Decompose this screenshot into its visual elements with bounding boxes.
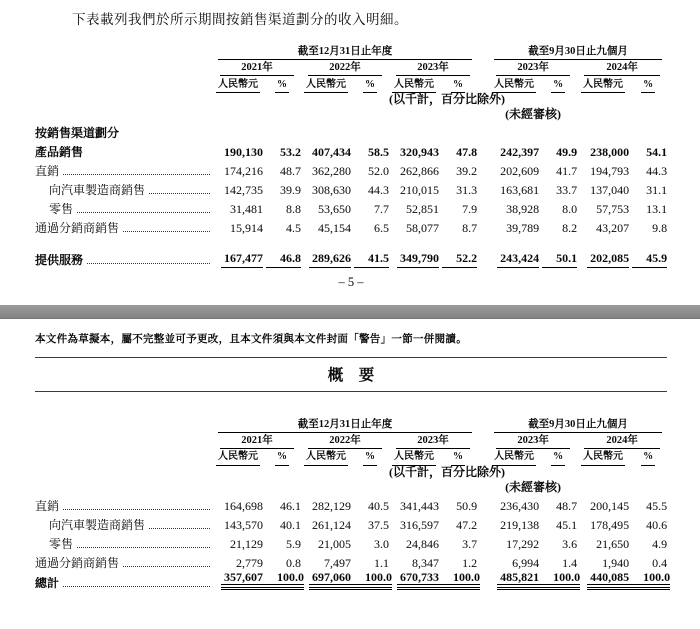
year-header bbox=[213, 60, 301, 76]
cell-value: 47.2 bbox=[456, 517, 478, 532]
cell-value: 163,681 bbox=[500, 183, 540, 197]
cell-value bbox=[577, 571, 629, 591]
currency-column-header bbox=[577, 449, 629, 466]
cell-value: 43,207 bbox=[596, 221, 630, 235]
row-label-text: 提供服務 bbox=[35, 254, 84, 267]
cell-value: 190,130 bbox=[224, 145, 263, 159]
cell-value: 39,789 bbox=[506, 221, 540, 235]
interim-period-group bbox=[489, 45, 667, 60]
percent-label: % bbox=[363, 79, 377, 94]
percent-column-header bbox=[439, 76, 477, 93]
percent-label: % bbox=[275, 451, 289, 466]
cell-value: 0.8 bbox=[286, 555, 301, 570]
value-underlined: 202,085 bbox=[587, 252, 629, 268]
value-double-rule bbox=[439, 571, 480, 591]
percent-label: % bbox=[363, 451, 377, 466]
currency-label: 人民幣元 bbox=[304, 79, 348, 94]
annual-period-group bbox=[213, 418, 477, 433]
unit-note-row bbox=[35, 93, 667, 107]
cell-value: 21,129 bbox=[230, 536, 263, 551]
year-label: 2022年 bbox=[308, 435, 382, 449]
dot-leader bbox=[87, 263, 210, 264]
currency-column-header bbox=[213, 76, 263, 93]
cell-value: 49.9 bbox=[556, 145, 578, 159]
cell-value bbox=[213, 571, 263, 591]
year-header bbox=[389, 433, 477, 449]
table-row bbox=[35, 179, 667, 198]
section-label: 按銷售渠道劃分 bbox=[35, 126, 120, 140]
currency-column-header bbox=[489, 76, 539, 93]
cell-value: 31,481 bbox=[230, 202, 263, 216]
year-header bbox=[213, 433, 301, 449]
cell-value: 7,497 bbox=[324, 555, 351, 570]
year-header bbox=[389, 60, 477, 76]
cell-value: 164,698 bbox=[224, 498, 263, 513]
cell-value: 1.1 bbox=[374, 555, 389, 570]
percent-label: % bbox=[641, 451, 655, 466]
value-double-rule bbox=[351, 571, 392, 591]
spacer-row bbox=[35, 236, 667, 249]
table-body bbox=[35, 122, 667, 268]
cell-value: 137,040 bbox=[590, 183, 630, 197]
table-row bbox=[35, 514, 667, 533]
value-underlined: 349,790 bbox=[397, 252, 439, 268]
cell-value: 54.1 bbox=[646, 145, 668, 159]
row-label-text: 直銷 bbox=[35, 165, 60, 178]
table-row bbox=[35, 571, 667, 591]
cell-value: 21,005 bbox=[318, 536, 351, 551]
cell-value bbox=[539, 569, 581, 591]
value-double-rule bbox=[263, 571, 304, 591]
table-row bbox=[35, 141, 667, 160]
cell-value bbox=[629, 249, 667, 268]
unaudited-note: (未經審核) bbox=[505, 479, 562, 494]
percent-label: % bbox=[641, 79, 655, 94]
annual-period-group bbox=[213, 45, 477, 60]
row-label bbox=[35, 146, 213, 160]
cell-value: 38,928 bbox=[506, 202, 540, 216]
cell-value bbox=[389, 249, 439, 268]
cell-value: 31.3 bbox=[456, 183, 478, 197]
section-label-row bbox=[35, 122, 667, 141]
table-row bbox=[35, 160, 667, 179]
intro-paragraph: 下表載列我們於所示期間按銷售渠道劃分的收入明細。 bbox=[72, 12, 408, 27]
row-label bbox=[35, 500, 213, 514]
currency-label: 人民幣元 bbox=[216, 79, 260, 94]
unit-note: (以千計，百分比除外) bbox=[389, 464, 505, 479]
value-underlined: 46.8 bbox=[266, 252, 301, 268]
dot-leader bbox=[63, 586, 210, 587]
cell-value: 44.3 bbox=[368, 183, 389, 197]
interim-period-group bbox=[489, 418, 667, 433]
cell-value: 8.2 bbox=[562, 221, 578, 235]
cell-value: 316,597 bbox=[400, 517, 439, 532]
row-label bbox=[35, 222, 213, 236]
cell-value: 58.5 bbox=[368, 145, 389, 159]
value-double-rule bbox=[539, 571, 580, 591]
percent-column-header bbox=[539, 449, 577, 466]
cell-value bbox=[263, 569, 304, 591]
period-group-label: 截至9月30日止九個月 bbox=[494, 46, 662, 60]
percent-column-header bbox=[629, 449, 667, 466]
revenue-by-channel-table bbox=[35, 45, 667, 268]
value-double-rule bbox=[221, 571, 263, 591]
cell-value: 202,609 bbox=[500, 164, 540, 178]
cell-value: 6.5 bbox=[374, 221, 389, 235]
cell-value bbox=[539, 249, 577, 268]
cell-value: 1.4 bbox=[562, 555, 578, 570]
value-double-rule bbox=[629, 571, 670, 591]
year-header-row bbox=[35, 433, 667, 449]
currency-column-header bbox=[213, 449, 263, 466]
value-double-rule bbox=[587, 571, 629, 591]
percent-label: % bbox=[451, 79, 465, 94]
value-underlined: 41.5 bbox=[354, 252, 389, 268]
cell-value: 41.7 bbox=[556, 164, 578, 178]
period-group-row bbox=[35, 45, 667, 60]
cell-value: 261,124 bbox=[312, 517, 351, 532]
cell-value: 3.6 bbox=[562, 536, 578, 551]
table-body bbox=[35, 495, 671, 591]
year-header bbox=[489, 433, 577, 449]
cell-value: 33.7 bbox=[556, 183, 578, 197]
value-underlined: 289,626 bbox=[309, 252, 351, 268]
cell-value: 219,138 bbox=[500, 517, 540, 532]
year-label: 2023年 bbox=[396, 62, 470, 76]
page-divider-bar bbox=[0, 305, 700, 319]
row-label bbox=[35, 538, 213, 552]
percent-column-header bbox=[629, 76, 667, 93]
value-underlined: 45.9 bbox=[632, 252, 667, 268]
cell-value: 262,866 bbox=[400, 164, 439, 178]
cell-value: 53.2 bbox=[280, 145, 301, 159]
value-underlined: 100.0 bbox=[439, 571, 480, 586]
cell-value: 44.3 bbox=[646, 164, 668, 178]
currency-column-header bbox=[489, 449, 539, 466]
table-row bbox=[35, 217, 667, 236]
cell-value: 58,077 bbox=[406, 221, 439, 235]
cell-value: 31.1 bbox=[646, 183, 668, 197]
year-header bbox=[577, 433, 667, 449]
table-header bbox=[35, 45, 667, 122]
percent-label: % bbox=[551, 451, 565, 466]
row-label bbox=[35, 184, 213, 198]
row-label-text: 零售 bbox=[49, 537, 74, 551]
cell-value: 39.2 bbox=[456, 164, 478, 178]
cell-value: 48.7 bbox=[280, 164, 301, 178]
cell-value bbox=[389, 571, 439, 591]
column-label-row bbox=[35, 449, 667, 466]
year-label: 2023年 bbox=[496, 435, 570, 449]
cell-value: 242,397 bbox=[500, 145, 540, 159]
cell-value: 236,430 bbox=[500, 498, 540, 513]
cell-value: 40.1 bbox=[280, 517, 301, 532]
percent-label: % bbox=[275, 79, 289, 94]
dot-leader bbox=[63, 509, 210, 510]
unaudited-note: (未經審核) bbox=[505, 107, 562, 121]
percent-label: % bbox=[451, 451, 465, 466]
cell-value: 39.9 bbox=[280, 183, 301, 197]
cell-value: 13.1 bbox=[646, 202, 668, 216]
row-label-text: 向汽車製造商銷售 bbox=[49, 184, 146, 197]
cell-value bbox=[577, 249, 629, 268]
value-double-rule bbox=[497, 571, 539, 591]
currency-label: 人民幣元 bbox=[392, 79, 436, 94]
dot-leader bbox=[77, 547, 210, 548]
year-label: 2021年 bbox=[220, 435, 294, 449]
cell-value: 9.8 bbox=[652, 221, 668, 235]
year-label: 2022年 bbox=[308, 62, 382, 76]
value-underlined: 100.0 bbox=[539, 571, 580, 586]
unaudited-note-row bbox=[35, 107, 667, 122]
cell-value bbox=[263, 249, 301, 268]
unit-note: (以千計，百分比除外) bbox=[389, 92, 505, 106]
table-row bbox=[35, 552, 667, 571]
cell-value: 7.7 bbox=[374, 202, 389, 216]
row-label bbox=[35, 165, 213, 179]
cell-value: 1,940 bbox=[602, 555, 630, 570]
row-label bbox=[35, 577, 213, 591]
cell-value bbox=[629, 569, 671, 591]
cell-value: 53,650 bbox=[318, 202, 351, 216]
row-label-text: 通過分銷商銷售 bbox=[35, 222, 120, 235]
cell-value: 7.9 bbox=[462, 202, 478, 216]
currency-column-header bbox=[301, 449, 351, 466]
cell-value: 200,145 bbox=[590, 498, 630, 513]
cell-value bbox=[439, 249, 477, 268]
cell-value: 4.5 bbox=[286, 221, 301, 235]
currency-label: 人民幣元 bbox=[581, 79, 625, 94]
year-header-row bbox=[35, 60, 667, 76]
row-label bbox=[35, 557, 213, 571]
row-label-text: 向汽車製造商銷售 bbox=[49, 518, 146, 532]
summary-heading-block bbox=[35, 357, 667, 392]
value-double-rule bbox=[309, 571, 351, 591]
value-underlined: 357,607 bbox=[221, 571, 263, 586]
value-underlined: 52.2 bbox=[442, 252, 477, 268]
cell-value: 45,154 bbox=[318, 221, 351, 235]
row-label bbox=[35, 203, 213, 217]
row-label-text: 產品銷售 bbox=[35, 146, 84, 159]
value-underlined: 167,477 bbox=[221, 252, 263, 268]
value-underlined: 485,821 bbox=[497, 571, 539, 586]
cell-value: 40.6 bbox=[646, 517, 668, 532]
row-label-text: 直銷 bbox=[35, 499, 60, 513]
cell-value bbox=[351, 249, 389, 268]
cell-value: 320,943 bbox=[400, 145, 439, 159]
cell-value: 45.5 bbox=[646, 498, 668, 513]
cell-value: 143,570 bbox=[224, 517, 263, 532]
column-label-row bbox=[35, 76, 667, 93]
cell-value: 178,495 bbox=[590, 517, 630, 532]
cell-value: 3.0 bbox=[374, 536, 389, 551]
value-underlined: 670,733 bbox=[397, 571, 439, 586]
period-group-label: 截至12月31日止年度 bbox=[218, 419, 472, 433]
row-label-text: 通過分銷商銷售 bbox=[35, 556, 120, 570]
dot-leader bbox=[123, 231, 210, 232]
cell-value bbox=[301, 571, 351, 591]
cell-value: 238,000 bbox=[590, 145, 630, 159]
year-label: 2024年 bbox=[584, 62, 660, 76]
cell-value: 5.9 bbox=[286, 536, 301, 551]
cell-value: 1.2 bbox=[462, 555, 478, 570]
currency-column-header bbox=[301, 76, 351, 93]
cell-value: 52,851 bbox=[406, 202, 439, 216]
currency-column-header bbox=[389, 449, 439, 466]
cell-value: 8.8 bbox=[286, 202, 301, 216]
cell-value: 17,292 bbox=[506, 536, 540, 551]
year-label: 2024年 bbox=[584, 435, 660, 449]
percent-column-header bbox=[539, 76, 577, 93]
year-header bbox=[301, 433, 389, 449]
year-label: 2021年 bbox=[220, 62, 294, 76]
currency-column-header bbox=[389, 76, 439, 93]
cell-value: 194,793 bbox=[590, 164, 630, 178]
dot-leader bbox=[149, 528, 210, 529]
value-underlined: 100.0 bbox=[629, 571, 670, 586]
dot-leader bbox=[123, 566, 210, 567]
table-row bbox=[35, 198, 667, 217]
summary-heading: 概 要 bbox=[327, 366, 375, 384]
document-page-bottom bbox=[0, 319, 700, 591]
cell-value: 8.7 bbox=[462, 221, 478, 235]
percent-column-header bbox=[439, 449, 477, 466]
table-row bbox=[35, 533, 667, 552]
dot-leader bbox=[149, 193, 210, 194]
currency-label: 人民幣元 bbox=[492, 79, 536, 94]
cell-value: 50.9 bbox=[456, 498, 478, 513]
cell-value: 45.1 bbox=[556, 517, 578, 532]
dot-leader bbox=[77, 212, 210, 213]
year-header bbox=[301, 60, 389, 76]
period-group-row bbox=[35, 418, 667, 433]
dot-leader bbox=[63, 174, 210, 175]
cell-value: 15,914 bbox=[230, 221, 263, 235]
currency-label: 人民幣元 bbox=[581, 451, 625, 466]
cell-value: 57,753 bbox=[596, 202, 630, 216]
year-label: 2023年 bbox=[496, 62, 570, 76]
period-group-label: 截至9月30日止九個月 bbox=[494, 419, 662, 433]
cell-value: 362,280 bbox=[312, 164, 351, 178]
table-row bbox=[35, 495, 667, 514]
document-page-top bbox=[0, 0, 700, 290]
percent-column-header bbox=[263, 449, 301, 466]
percent-label: % bbox=[551, 79, 565, 94]
cell-value: 8,347 bbox=[412, 555, 439, 570]
value-underlined: 243,424 bbox=[497, 252, 539, 268]
cell-value bbox=[489, 249, 539, 268]
year-label: 2023年 bbox=[396, 435, 470, 449]
cell-value: 142,735 bbox=[224, 183, 263, 197]
cell-value: 0.4 bbox=[652, 555, 668, 570]
cell-value bbox=[351, 569, 392, 591]
cell-value: 407,434 bbox=[312, 145, 351, 159]
currency-label: 人民幣元 bbox=[492, 451, 536, 466]
currency-column-header bbox=[577, 76, 629, 93]
currency-label: 人民幣元 bbox=[216, 451, 260, 466]
year-header bbox=[577, 60, 667, 76]
percent-column-header bbox=[351, 449, 389, 466]
value-underlined: 100.0 bbox=[351, 571, 392, 586]
draft-disclaimer-text: 本文件為草擬本，屬不完整並可予更改，且本文件須與本文件封面「警告」一節一併閱讀。 bbox=[35, 333, 467, 345]
cell-value: 341,443 bbox=[400, 498, 439, 513]
percent-column-header bbox=[263, 76, 301, 93]
cell-value: 52.0 bbox=[368, 164, 389, 178]
cell-value: 2,779 bbox=[236, 555, 263, 570]
table-row bbox=[35, 249, 667, 268]
cell-value: 48.7 bbox=[556, 498, 578, 513]
period-group-label: 截至12月31日止年度 bbox=[218, 46, 472, 60]
currency-label: 人民幣元 bbox=[392, 451, 436, 466]
cell-value: 4.9 bbox=[652, 536, 668, 551]
cell-value: 3.7 bbox=[462, 536, 478, 551]
row-label bbox=[35, 254, 213, 268]
cell-value bbox=[439, 569, 480, 591]
cell-value bbox=[489, 571, 539, 591]
unit-note-row bbox=[35, 466, 667, 480]
cell-value: 47.8 bbox=[456, 145, 478, 159]
cell-value: 174,216 bbox=[224, 164, 263, 178]
cell-value: 282,129 bbox=[312, 498, 351, 513]
value-underlined: 440,085 bbox=[587, 571, 629, 586]
cell-value: 6,994 bbox=[512, 555, 540, 570]
cell-value bbox=[301, 249, 351, 268]
value-underlined: 50.1 bbox=[542, 252, 577, 268]
cell-value bbox=[213, 249, 263, 268]
cell-value: 40.5 bbox=[368, 498, 389, 513]
currency-label: 人民幣元 bbox=[304, 451, 348, 466]
unaudited-note-row bbox=[35, 480, 667, 495]
row-label-text: 總計 bbox=[35, 576, 60, 590]
cell-value: 24,846 bbox=[406, 536, 439, 551]
cell-value: 308,630 bbox=[312, 183, 351, 197]
value-underlined: 100.0 bbox=[263, 571, 304, 586]
cell-value: 8.0 bbox=[562, 202, 578, 216]
year-header bbox=[489, 60, 577, 76]
value-underlined: 697,060 bbox=[309, 571, 351, 586]
value-double-rule bbox=[397, 571, 439, 591]
row-label bbox=[35, 519, 213, 533]
row-label-text: 零售 bbox=[49, 203, 74, 216]
cell-value: 21,650 bbox=[596, 536, 630, 551]
percent-column-header bbox=[351, 76, 389, 93]
cell-value: 210,015 bbox=[400, 183, 439, 197]
page-number: – 5 – bbox=[338, 274, 364, 289]
cell-value: 37.5 bbox=[368, 517, 389, 532]
table-header bbox=[35, 418, 667, 495]
cell-value: 46.1 bbox=[280, 498, 301, 513]
revenue-summary-table bbox=[35, 418, 671, 591]
